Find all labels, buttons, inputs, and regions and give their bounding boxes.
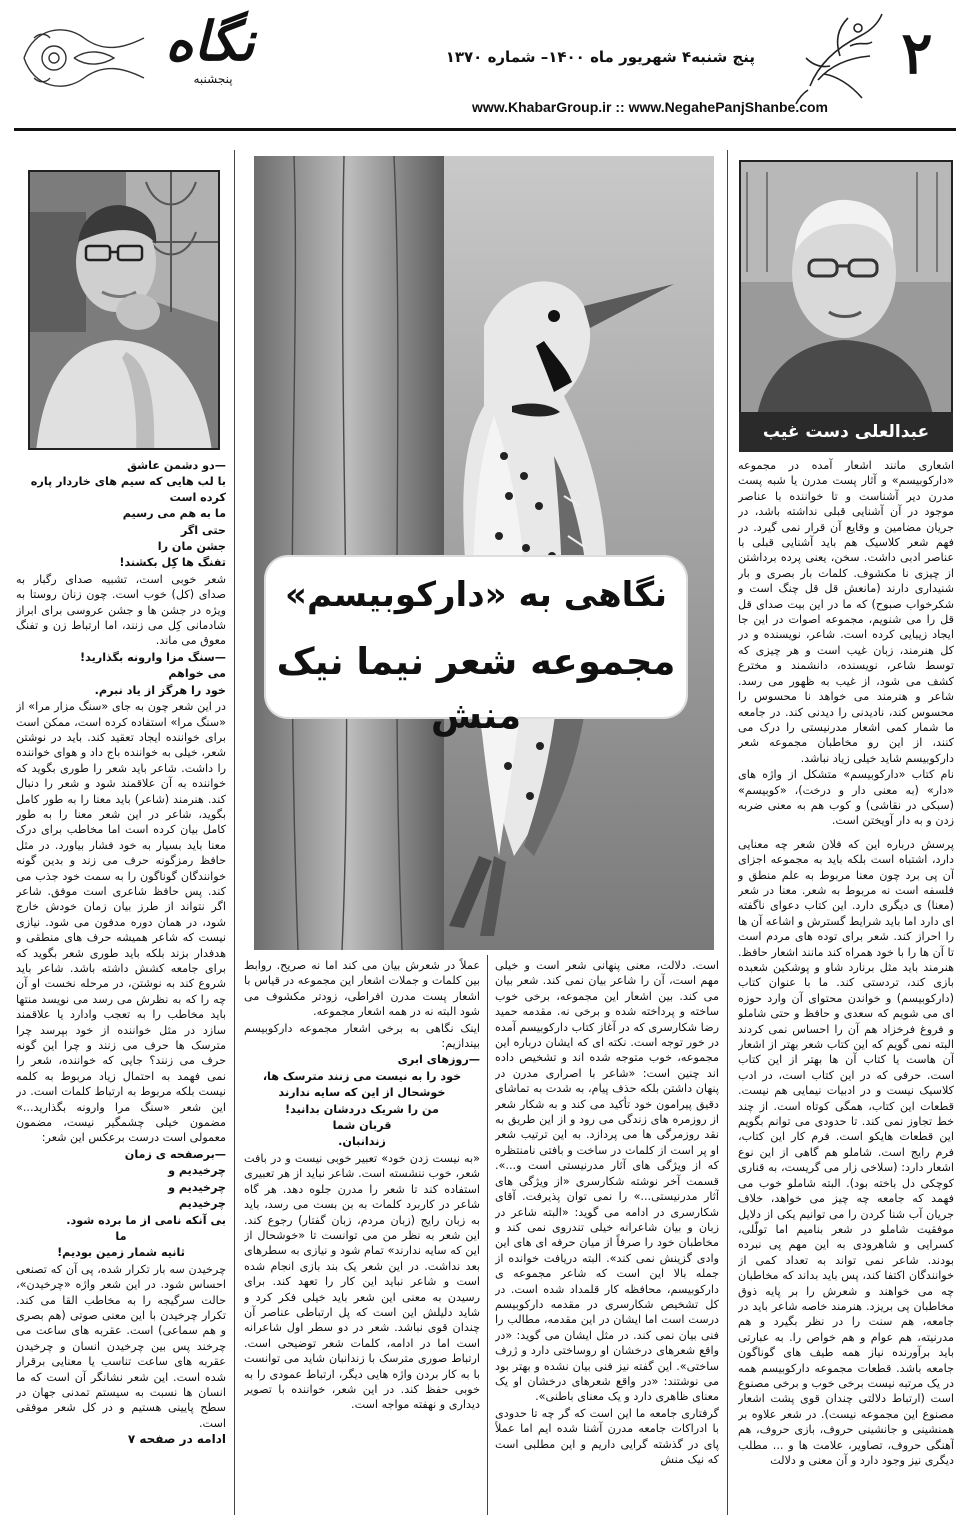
verse-line: —روزهای ابری — [397, 1053, 480, 1067]
author-portrait-icon — [739, 162, 951, 414]
verse-line: خوشحال از این که سایه ندارند — [278, 1086, 446, 1100]
verse-line: ما به هم می رسیم — [122, 507, 226, 521]
headline-book-title: «دارکوبیسم» — [285, 575, 507, 615]
verse-line: چرخیدیم — [178, 1197, 226, 1211]
verse-line: زندانبان. — [338, 1135, 386, 1149]
newspaper-logo: نگاه — [165, 9, 255, 73]
article-column-middle-right — [495, 958, 719, 1514]
paragraph: گرفتاری جامعه ما این است که گر چه تا حدودی با ادراکات جامعه مدرن آشنا شده ایم اما عملاً پای در گذشته گرایی داریم و این مطلبی است که نیک منش — [495, 1406, 719, 1466]
verse-line: بی آنکه نامی از ما برده شود. — [66, 1213, 226, 1227]
verse-line: جشن مان را — [157, 540, 226, 554]
article-column-left — [16, 458, 226, 1512]
paragraph: در این شعر چون به جای «سنگ مزار مرا» از «سنگ مرا» استفاده کرده است، ممکن است برای خواننده ایجاد تعقید کند. باید در نوشتن شعر، خیلی به خواننده باج داد و هوای خواننده را داشت. شاعر باید شعر را طوری بگوید که خواننده به آن علاقمند شود و شعر را دنبال کند. هنرمند (شاعر) باید معنا را به طور کامل بگوید، شاعر در این شعر معنا را به طور کامل بیان کرده است اما مخاطب برای درک معنا باید بسیار به خود فشار بیاورد. در مثل حافظ رمزگونه حرف می زند و بدین گونه خوانندگان گوناگون را به سمت خود جذب می کند. پس حافظ شاعری است موفق. شاعر اگر نتواند از طرز بیان زمان خودش خارج شود، در همان دوره مدفون می شود. نیازی نیست که شاعر همیشه حرف های منطقی و هدفدار بزند بلکه باید طوری شعر بگوید که برای جامعه کشش داشته باشد. شاعر باید شروع کند به نوشتن، در مرحله نخست او آن چه را که به نظرش می رسد می نویسد منتها باید مخاطب را به تعجب وادارد یا علاقمند سازد در مثل خواننده از خود بپرسد چرا مترسک ها حرف می زنند و چرا این گونه حرف می زنند؟ جایی که خواننده، شعر را نمی فهمد به احتمال زیاد مربوط به کلمه نیست بلکه مربوط به ارتباط کلمات است. در این شعر «سنگ مرا وارونه بگذارید...» مضمون خیلی چشمگیر نیست، مضمون معمولی است درست برعکس این شعر: — [16, 700, 226, 1145]
headline-prefix: نگاهی به — [518, 575, 667, 615]
paragraph: اینک نگاهی به برخی اشعار مجموعه دارکوبیسم بیندازیم: — [244, 1021, 480, 1051]
verse-line: —برصفحه ی زمان — [124, 1147, 226, 1161]
verse-line: تفنگ ها کِل بکشند! — [119, 556, 226, 570]
verse-line: ما — [115, 1229, 127, 1243]
page-number: ۲ — [901, 19, 933, 87]
paragraph: شعر خوبی است، تشبیه صدای رگبار به صدای (کل) خوب است. چون زنان روستا به ویژه در جشن ها و جشن عروسی برای ابراز شادمانی کِل می زنند، اما ارتباط زن و تفنگ معوق می ماند. — [16, 572, 226, 648]
paragraph: چرخیدن سه بار تکرار شده، پی آن که تصنعی احساس شود. در این شعر واژه «چرخیدن»، حالت سرگیجه را به مخاطب القا می کند. تکرار چرخیدن با این معنی صوتی (هم بصری و هم سماعی) است. عقربه های ساعت می چرخند پس بین چرخیدن انسان و چرخیدن عقربه های ساعت تناسب یا معنایی برقرار شده است. این شعر نشانگر آن است که ما انسان ها نسبت به سیستم تمدنی جهان در سطح پایینی هستیم و در کل شعر موفقی است. — [16, 1262, 226, 1430]
headline-box — [266, 557, 686, 737]
verse-line: می خواهم — [168, 667, 226, 681]
verse-line: خود را به نیست می زنند مترسک ها، — [262, 1069, 462, 1083]
paragraph: است. دلالت، معنی پنهانی شعر است و خیلی مهم است، آن را شاعر بیان نمی کند. شعر بیان می کند. بین اشعار این مجموعه، برخی خوب ساخته و پرداخته شده و برخی نه. مقدمه حمید رضا شکارسری که در آغاز کتاب دارکوبیسم آمده در خور توجه است. نکته ای که ایشان درباره این مجموعه، خوب متوجه شده اند و تشخیص داده اند چنین است: «شاعر با اصراری مدرن در پنهان داشتن بلکه حذف پیام، به شدت به تماشای دقیق پیرامون خود تأکید می کند و به شکار شعر از روزمره های زندگی می رود و از این طریق به نقد روزمرگی ها می پردازد. به این ترتیب شعر او پر است از کلمات در ساخت و بافتی نامنتظره که از ویژگی های آثار مدرنیستی است و...». قسمت آخر نوشته شکارسری «از ویژگی های آثار مدرنیستی...» را نمی توان پذیرفت. آقای شکارسری در ادامه می گوید: «البته شاعر در زبان و بیان شاعرانه خیلی تندروی نمی کند و مخاطبان خود را صرفاً از میان حرفه ای های این وادی گزینش نمی کند». البته دریافت خوانده از جمله بالا این است که شاعر مجموعه ی دارکوبیسم، محافظه کار قلمداد شده است. در کل تشخیص شکارسری در مقدمه دارکوبیسم درست است اما ایشان در این مقدمه، مطالب را فنی بیان نمی کند. در مثل ایشان می گوید: «در واقع شعرهای درخشان او روساختی دارد و ژرف ساختی». این گفته نیز فنی بیان نشده و بهتر بود می نوشتند: «در واقع شعرهای درخشان او یک معنای ظاهری دارد و یک معنای باطنی». — [495, 959, 719, 1404]
verse-line: من را شریک دردشان بدانید! — [285, 1102, 439, 1116]
article-column-right — [738, 458, 954, 1512]
website-urls: www.KhabarGroup.ir :: www.NegahePanjShanbe.com — [471, 99, 828, 115]
paragraph: عملاً در شعرش بیان می کند اما نه صریح. روابط بین کلمات و جملات اشعار این مجموعه در قیاس با اشعار پست مدرن افراطی، زودتر مکشوف می شود البته نه در همه اشعار مجموعه. — [244, 959, 480, 1019]
continued-on-page-link[interactable]: ادامه در صفحه ۷ — [127, 1432, 226, 1447]
paragraph: اشعاری مانند اشعار آمده در مجموعه «دارکوبیسم» و آثار پست مدرن یا شبه پست مدرن دیر آشناست و تا خواننده با عناصر موجود در آن آشنایی قبلی نداشته باشد، در جریان مضامین و وقایع آن قرار نمی گیرد. در فهم شعر کلاسیک هم باید آشنایی قبلی با عناصر ادبی داشت. سخن، یعنی پرده برداشتن از چیزی نا مکشوف. کلمات بار بصری و بار شنیداری دارند (مانعش قل قل چنگ است و شکرخواب صبوح) که ما در این بیت صدای قل قل را می شنویم، مجموعه اصوات در این جا ایجاد زیبایی کرده است. شاعر، نویسنده و در کل هنرمند، زبان غیب است و هر چیزی که توسط شاعر، نویسنده، دانشمند و مخترع کشف می شود، از غیب به ظهور می رسد. شاعر و هنرمند می خواهد نا محسوس را محسوس کند، نادیدنی را دیدنی کند. در جامعه ما شمار کمی اشعار مدرنیستی را درک می کنند، از این رو مخاطبان مجموعه شعر دارکوبیسم شاید خیلی زیاد نباشد. — [738, 459, 954, 765]
verse-line: خود را هرگز از یاد نبرم. — [94, 683, 226, 697]
headline-line-1 — [266, 573, 686, 617]
verse-line: حتی اگر — [180, 523, 226, 537]
verse-line: با لب هایی که سیم های خاردار پاره کرده است — [30, 475, 226, 504]
verse-line: —دو دشمن عاشق — [127, 459, 226, 472]
paragraph: «به نیست زدن خود» تعبیر خوبی نیست و در بافت شعر، خوب ننشسته است. شاعر نباید از هر تعبیری استفاده کند تا شعر را مدرن جلوه دهد. هر گاه شاعر در کاربرد کلمات به بن بست می رسد، باید به زبان رایج (زبان مردم، زبان گفتار) رجوع کند. این شعر به نظر من می توانست تا «خوشحال از این که سایه ندارند» تمام شود و نیازی به سطرهای بعد نداشت. در این شعر یک بند بازی انجام شده است و شاعر نباید این کار را تعهد کند. برای رسیدن به معنی این شعر باید خیلی فکر کرد و شاید دلیلش این است که پل ارتباطی عناصر آن چندان قوی نباشد. شعر در دو سطر اول شاعرانه است اما در ادامه، کلمات شعر توضیحی است. ارتباط صوری مترسک با زندانبان شاید می توانست با به کار بردن واژه هایی دیگر، ارتباط عمودی را به خوبی حفظ کند. در این شعر، خواننده با تصویر دیداری و نهفته مواجه است. — [244, 1151, 480, 1412]
masthead-divider — [14, 128, 956, 131]
column-divider — [727, 150, 728, 1515]
paragraph: پرسش درباره این که فلان شعر چه معنایی دارد، اشتباه است بلکه باید به مجموعه اجزای آن پی برد چون معنا مربوط به علم منطق و فلسفه است نه مربوط به شعر. معنا در شعر (معنا) ی دیگری دارد. این کتاب دعوای ناگفته ای دارد اما باید شرایط گسترش و اشاعه آن ها را احراز کند. شعر برای توده های مردم است تا آن ها را با خود همراه کند مانند اشعار حافظ. هنرمند باید مثل برنارد شاو و پوشکین شعبده بازی کند، تردستی کند. ما با عنوان کتاب (دارکوبیسم) و خواندن محتوای آن وارد حوزه ای می شویم که سعدی و حافظ و حتی شاملو و فروغ فرخزاد هم آن را احساس نمی کردند البته نمی گویم که این کتاب شعر بهتر از اشعار آن هاست یا کتاب آن ها بهتر از این کتاب است. حرفی که در این کتاب است، در ادب کلاسیک نیست و در ادبیات نیمایی هم نیست. قطعات این کتاب، همگی کوتاه است. از چند خط تجاوز نمی کند. تا حدودی می توانم بگویم این قطعات هایکو است. فرم کار این کتاب، فرم رایج است. شاملو هم گاهی از این نوع اشعار دارد: (سلاخی زار می گریست، به قناری کوچکی دل باخته بود). البته شاملو خوب می فهمد که جامعه چه چیز می خواهد، خلاف جریان آب شنا کردن را می توانیم یکی از دلایل موفقیت شاملو در شعر بنامیم اما تولّلی، کسرایی و شاهرودی به این مهم پی نبرده بودند. شاعر نمی تواند به تعداد کمی از خوانندگان اکتفا کند، پس باید بداند که مخاطبان چه می خواهند و شعرش را بر پایه ذوق مخاطبان پی بریزد. هنرمند خاصه شاعر باید در جامعه، هم سنت را در نظر بگیرد و هم مدرنیته، هم عوام و هم خواص را. به عبارتی باید برآورنده نیاز همه طیف های گوناگون جامعه باشد. قطعات مجموعه دارکوبیسم همه در یک مرتبه نیست برخی خوب و برخی مصنوع است (ارتباط دلالتی چندان قوی پشت اشعار مصنوع این مجموعه نیست). در شعر علاوه بر همنشینی و جانشینی حروف، بازی حروف، هم آهنگی حروف، تصاویر، علامت ها و ... مطلب دیگری نیز وجود دارد و آن معنی و دلالت — [738, 837, 954, 1467]
verse-line: چرخیدیم و — [168, 1180, 226, 1194]
poet-photo — [28, 170, 220, 450]
issue-date-line: پنج شنبه۴ شهریور ماه ۱۴۰۰– شماره ۱۳۷۰ — [445, 48, 755, 66]
paragraph: نام کتاب «دارکوبیسم» متشکل از واژه های «دار» (به معنی دار و درخت)، «کوبیسم» (سبکی در نقاشی) و کوب هم به معنی ضربه زدن و به دار آویختن است. — [738, 768, 954, 828]
author-photo — [739, 160, 953, 414]
column-divider — [234, 150, 235, 1515]
phoenix-emblem-icon — [790, 6, 888, 106]
headline-line-2: مجموعه شعر نیما نیک منش — [276, 640, 676, 737]
verse-line: ثانیه شمار زمین بودیم! — [57, 1246, 185, 1260]
woodpecker-illustration-icon — [254, 156, 714, 950]
author-caption: عبدالعلی دست غیب — [739, 412, 953, 452]
newspaper-logo-subtitle: پنجشنبه — [193, 72, 233, 86]
article-column-middle-left — [244, 958, 480, 1514]
verse-line: قربان شما — [332, 1119, 392, 1133]
column-divider — [487, 955, 488, 1515]
woodpecker-photo — [254, 156, 714, 950]
verse-line: چرخیدیم و — [168, 1164, 226, 1178]
poet-portrait-icon — [28, 172, 218, 450]
verse-line: —سنگ مزا وارونه بگذارید! — [80, 650, 226, 664]
